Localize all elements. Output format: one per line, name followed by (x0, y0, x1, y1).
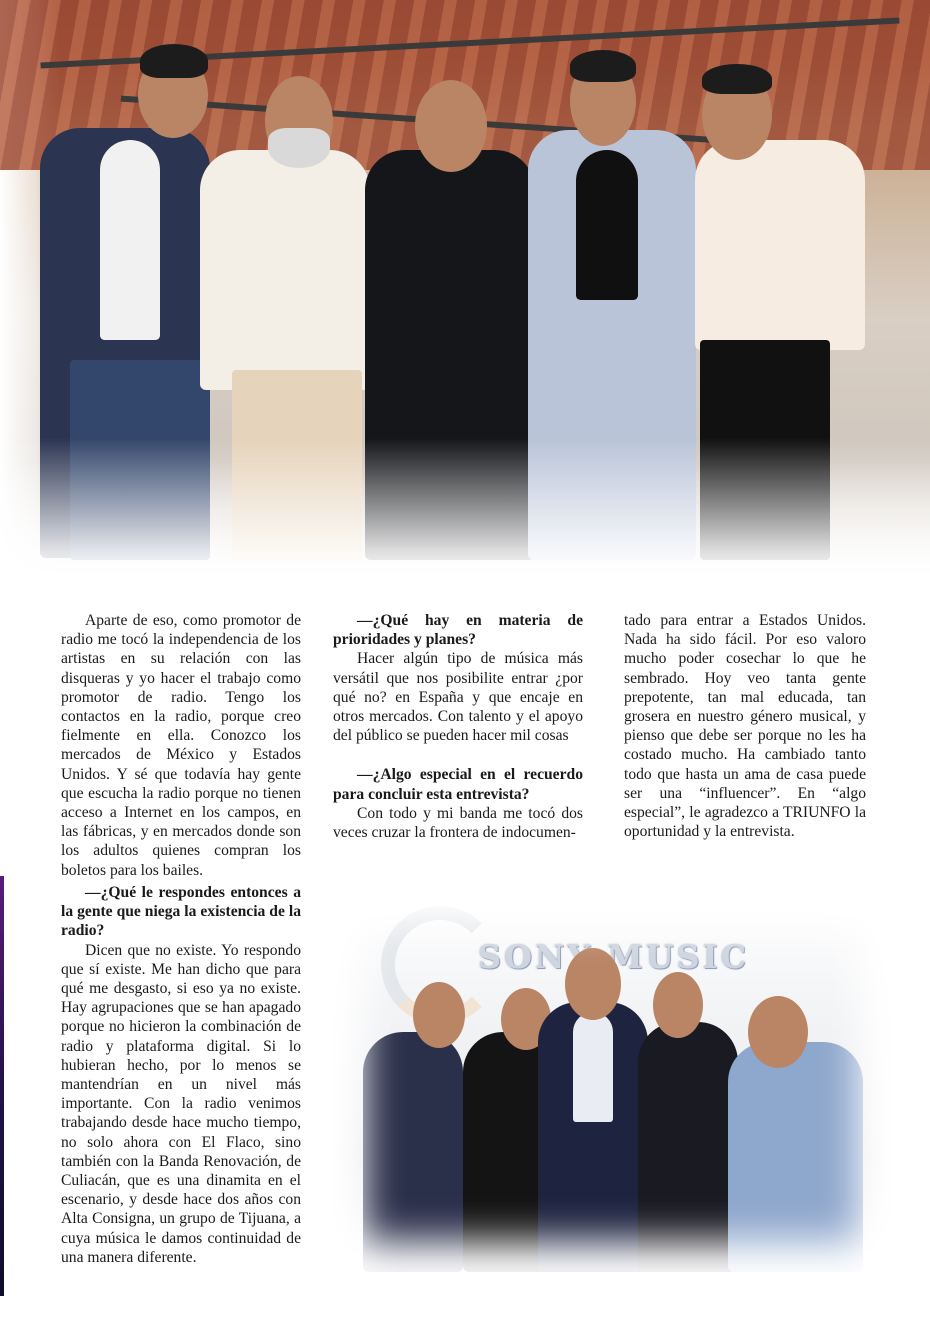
person-2 (200, 150, 370, 390)
photo2-person-1 (363, 1032, 463, 1272)
photo2-person-1-head (413, 982, 465, 1048)
sony-music-logo-text: SONY MUSIC (478, 938, 750, 976)
photo2-person-5-head (748, 996, 808, 1068)
photo2-person-4-head (653, 972, 703, 1038)
photo2-person-2-head (501, 988, 551, 1050)
photo2-person-3 (538, 1002, 648, 1272)
photo2-person-3-head (565, 948, 621, 1020)
bottom-photo (333, 892, 890, 1272)
photo2-person-4 (638, 1022, 738, 1272)
paragraph: tado para entrar a Estados Unidos. Nada ha sido fácil. Por eso valoro mucho poder cosechar lo que he sembrado. Hoy veo tanta gente prepotente, tan mal educada, tan grosera en nuestro género musical, y pienso que debe ser porque no les ha costado mucho. Ha cambiado tanto todo que hasta un ama de casa puede ser una “influencer”. En “algo especial”, le agradezco a TRIUNFO la oportunidad y la entrevista. (624, 612, 866, 841)
page-edge-decoration (0, 876, 4, 1296)
question-heading: —¿Qué le respondes entonces a la gente que niega la existencia de la radio? (61, 884, 301, 940)
paragraph: Aparte de eso, como promotor de radio me tocó la independencia de los artistas en su relación con las disqueras y yo hacer el trabajo como promotor de radio. Tengo los contactos en la radio, porque creo fielmente en ella. Conozco los mercados de México y Estados Unidos. Y sé que todavía hay gente que escucha la radio porque no tienen acceso a Internet en los campos, en las fábricas, y en mercados donde son los adultos quienes compran los boletos para los bailes. (61, 612, 301, 879)
person-3-head (415, 80, 487, 172)
paragraph: Hacer algún tipo de música más versátil que nos posibilite entrar ¿por qué no? en España y que encaje en otros mercados. Con talento y el apoyo del público se pueden hacer mil cosas (333, 650, 583, 745)
person-1-hair (140, 44, 208, 78)
article-column-3 (624, 611, 866, 841)
article-column-1 (61, 611, 301, 880)
person-4-hair (570, 50, 636, 82)
paragraph: Con todo y mi banda me tocó dos veces cruzar la frontera de indocumen- (333, 804, 583, 842)
photo2-person-2 (463, 1032, 558, 1272)
photo2-person-5 (728, 1042, 863, 1272)
person-1-jeans (70, 360, 210, 560)
question-heading: —¿Algo especial en el recuerdo para concluir esta entrevista? (333, 766, 583, 803)
sony-music-swirl-logo (381, 906, 499, 1024)
top-photo (0, 0, 930, 578)
person-5-pants (700, 340, 830, 560)
question-heading: —¿Qué hay en materia de prioridades y planes? (333, 612, 583, 649)
person-5-hair (702, 64, 772, 94)
person-4-shirt (576, 150, 638, 300)
person-2-beard (268, 128, 330, 168)
person-1-shirt (100, 140, 160, 340)
person-3 (365, 150, 535, 560)
person-2-pants (232, 370, 362, 560)
person-5 (695, 140, 865, 350)
article-column-1-lower (61, 883, 301, 1267)
photo2-person-3-shirt (573, 1012, 613, 1122)
paragraph: Dicen que no existe. Yo respondo que sí existe. Me han dicho que para qué me desgasto, si eso ya no existe. Hay agrupaciones que se han apagado porque no hicieron la combinación de radio y plataforma digital. Si lo hubieran hecho, por lo menos se mantendrían en un nivel más importante. Con la radio venimos trabajando desde hace mucho tiempo, no solo ahora con El Flaco, sino también con la Banda Renovación, de Culiacán, que es una dinamita en el escenario, y desde hace dos años con Alta Consigna, un grupo de Tijuana, a cuya música le damos continuidad de una manera diferente. (61, 941, 301, 1266)
article-column-2 (333, 611, 583, 842)
